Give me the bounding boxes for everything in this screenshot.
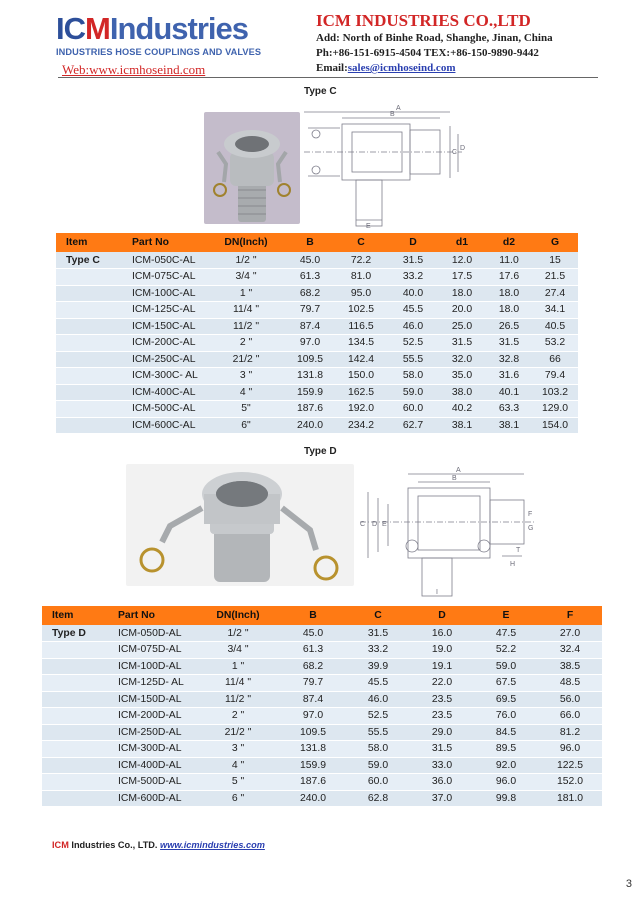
footer-text: Industries Co., LTD. [68, 840, 161, 850]
value-cell: 31.6 [486, 368, 532, 385]
value-cell: 11/4 " [206, 302, 286, 319]
item-cell [56, 417, 122, 434]
value-cell: 5" [206, 401, 286, 418]
value-cell: 72.2 [334, 252, 388, 269]
value-cell: 53.2 [532, 335, 578, 352]
value-cell: 18.0 [486, 285, 532, 302]
value-cell: 21/2 " [196, 724, 280, 741]
item-cell [42, 642, 108, 659]
value-cell: 131.8 [286, 368, 334, 385]
value-cell: 17.6 [486, 269, 532, 286]
value-cell: 40.0 [388, 285, 438, 302]
value-cell: 52.5 [388, 335, 438, 352]
value-cell: 1/2 " [206, 252, 286, 269]
value-cell: 187.6 [286, 401, 334, 418]
value-cell: 22.0 [410, 675, 474, 692]
type-d-header-cell: Item [42, 606, 108, 625]
value-cell: 33.0 [410, 757, 474, 774]
value-cell: 79.4 [532, 368, 578, 385]
item-cell [42, 757, 108, 774]
value-cell: 18.0 [486, 302, 532, 319]
value-cell: 154.0 [532, 417, 578, 434]
table-row [56, 401, 578, 418]
logo [56, 11, 306, 57]
type-c-header-cell: DN(Inch) [206, 233, 286, 252]
value-cell: 87.4 [280, 691, 346, 708]
value-cell: 67.5 [474, 675, 538, 692]
table-row [56, 318, 578, 335]
value-cell: 23.5 [410, 708, 474, 725]
type-d-header-cell: Part No [108, 606, 196, 625]
part-number-cell: ICM-075C-AL [122, 269, 206, 286]
part-number-cell: ICM-050C-AL [122, 252, 206, 269]
type-d-header-cell: F [538, 606, 602, 625]
value-cell: 39.9 [346, 658, 410, 675]
value-cell: 63.3 [486, 401, 532, 418]
value-cell: 16.0 [410, 625, 474, 642]
value-cell: 33.2 [388, 269, 438, 286]
value-cell: 79.7 [286, 302, 334, 319]
table-row [42, 625, 602, 642]
item-cell [56, 335, 122, 352]
drawing-d-label-h: H [510, 561, 516, 568]
drawing-d-label-f: F [528, 511, 533, 518]
value-cell: 59.0 [346, 757, 410, 774]
type-c-header-cell: C [334, 233, 388, 252]
value-cell: 3 " [206, 368, 286, 385]
part-number-cell: ICM-150D-AL [108, 691, 196, 708]
footer [52, 840, 265, 850]
type-c-header-cell: d2 [486, 233, 532, 252]
value-cell: 79.7 [280, 675, 346, 692]
value-cell: 76.0 [474, 708, 538, 725]
value-cell: 56.0 [538, 691, 602, 708]
type-c-header-row [56, 233, 578, 252]
value-cell: 15 [532, 252, 578, 269]
value-cell: 38.1 [438, 417, 486, 434]
part-number-cell: ICM-200D-AL [108, 708, 196, 725]
item-cell [56, 401, 122, 418]
type-c-spec-table [56, 233, 578, 434]
value-cell: 4 " [206, 384, 286, 401]
table-row [42, 642, 602, 659]
value-cell: 3/4 " [196, 642, 280, 659]
value-cell: 31.5 [486, 335, 532, 352]
value-cell: 134.5 [334, 335, 388, 352]
type-c-label: Type C [304, 86, 337, 97]
value-cell: 3 " [196, 741, 280, 758]
header-divider [58, 77, 598, 78]
value-cell: 33.2 [346, 642, 410, 659]
value-cell: 5 " [196, 774, 280, 791]
value-cell: 17.5 [438, 269, 486, 286]
value-cell: 58.0 [346, 741, 410, 758]
table-row [56, 252, 578, 269]
table-row [42, 790, 602, 807]
item-cell [56, 302, 122, 319]
value-cell: 62.8 [346, 790, 410, 807]
value-cell: 47.5 [474, 625, 538, 642]
value-cell: 102.5 [334, 302, 388, 319]
value-cell: 18.0 [438, 285, 486, 302]
value-cell: 68.2 [286, 285, 334, 302]
part-number-cell: ICM-500D-AL [108, 774, 196, 791]
value-cell: 1 " [196, 658, 280, 675]
item-cell [42, 691, 108, 708]
value-cell: 66 [532, 351, 578, 368]
value-cell: 68.2 [280, 658, 346, 675]
value-cell: 52.2 [474, 642, 538, 659]
item-cell [42, 708, 108, 725]
value-cell: 109.5 [280, 724, 346, 741]
value-cell: 55.5 [346, 724, 410, 741]
value-cell: 11/4 " [196, 675, 280, 692]
part-number-cell: ICM-300D-AL [108, 741, 196, 758]
value-cell: 31.5 [438, 335, 486, 352]
item-cell [42, 790, 108, 807]
item-cell: Type D [42, 625, 108, 642]
type-c-header-cell: B [286, 233, 334, 252]
footer-brand: ICM [52, 840, 69, 850]
part-number-cell: ICM-075D-AL [108, 642, 196, 659]
value-cell: 69.5 [474, 691, 538, 708]
type-c-header-cell: d1 [438, 233, 486, 252]
part-number-cell: ICM-200C-AL [122, 335, 206, 352]
footer-url-link[interactable]: www.icmindustries.com [160, 840, 265, 850]
value-cell: 150.0 [334, 368, 388, 385]
value-cell: 37.0 [410, 790, 474, 807]
value-cell: 81.2 [538, 724, 602, 741]
value-cell: 103.2 [532, 384, 578, 401]
drawing-d-label-i: I [436, 589, 438, 596]
value-cell: 20.0 [438, 302, 486, 319]
drawing-d-label-g: G [528, 525, 534, 532]
value-cell: 29.0 [410, 724, 474, 741]
value-cell: 66.0 [538, 708, 602, 725]
value-cell: 187.6 [280, 774, 346, 791]
value-cell: 21/2 " [206, 351, 286, 368]
part-number-cell: ICM-600C-AL [122, 417, 206, 434]
value-cell: 162.5 [334, 384, 388, 401]
value-cell: 45.0 [286, 252, 334, 269]
value-cell: 45.0 [280, 625, 346, 642]
value-cell: 21.5 [532, 269, 578, 286]
value-cell: 59.0 [474, 658, 538, 675]
value-cell: 87.4 [286, 318, 334, 335]
item-cell [42, 774, 108, 791]
value-cell: 181.0 [538, 790, 602, 807]
item-cell [42, 658, 108, 675]
drawing-d-label-c: C [360, 521, 366, 528]
value-cell: 25.0 [438, 318, 486, 335]
part-number-cell: ICM-050D-AL [108, 625, 196, 642]
value-cell: 60.0 [388, 401, 438, 418]
value-cell: 32.8 [486, 351, 532, 368]
value-cell: 1 " [206, 285, 286, 302]
value-cell: 40.2 [438, 401, 486, 418]
table-row [42, 724, 602, 741]
value-cell: 109.5 [286, 351, 334, 368]
company-name: ICM INDUSTRIES CO.,LTD [316, 11, 531, 30]
drawing-d-label-a: A [456, 467, 461, 474]
type-d-label: Type D [304, 446, 337, 457]
value-cell: 27.4 [532, 285, 578, 302]
type-c-header-cell: Item [56, 233, 122, 252]
value-cell: 159.9 [286, 384, 334, 401]
value-cell: 23.5 [410, 691, 474, 708]
value-cell: 84.5 [474, 724, 538, 741]
value-cell: 92.0 [474, 757, 538, 774]
value-cell: 62.7 [388, 417, 438, 434]
company-phone: Ph:+86-151-6915-4504 TEX:+86-150-9890-9442 [316, 47, 539, 59]
value-cell: 2 " [196, 708, 280, 725]
table-row [56, 368, 578, 385]
company-email: Email:sales@icmhoseind.com [316, 62, 456, 74]
type-d-header-cell: D [410, 606, 474, 625]
value-cell: 95.0 [334, 285, 388, 302]
value-cell: 55.5 [388, 351, 438, 368]
drawing-c-label-d: D [460, 145, 466, 152]
item-cell [42, 741, 108, 758]
item-cell [42, 724, 108, 741]
type-d-header-cell: DN(Inch) [196, 606, 280, 625]
value-cell: 3/4 " [206, 269, 286, 286]
value-cell: 81.0 [334, 269, 388, 286]
part-number-cell: ICM-250C-AL [122, 351, 206, 368]
value-cell: 4 " [196, 757, 280, 774]
company-address: Add: North of Binhe Road, Shanghe, Jinan, China [316, 32, 553, 44]
item-cell [42, 675, 108, 692]
value-cell: 11.0 [486, 252, 532, 269]
part-number-cell: ICM-600D-AL [108, 790, 196, 807]
value-cell: 240.0 [280, 790, 346, 807]
value-cell: 6" [206, 417, 286, 434]
value-cell: 97.0 [286, 335, 334, 352]
type-c-coupling-photo [204, 112, 300, 224]
value-cell: 1/2 " [196, 625, 280, 642]
value-cell: 45.5 [388, 302, 438, 319]
value-cell: 152.0 [538, 774, 602, 791]
value-cell: 131.8 [280, 741, 346, 758]
type-d-technical-drawing [352, 466, 540, 600]
value-cell: 99.8 [474, 790, 538, 807]
value-cell: 31.5 [410, 741, 474, 758]
value-cell: 6 " [196, 790, 280, 807]
value-cell: 2 " [206, 335, 286, 352]
drawing-d-label-b: B [452, 475, 457, 482]
drawing-c-label-b: B [390, 111, 395, 118]
table-row [56, 285, 578, 302]
value-cell: 34.1 [532, 302, 578, 319]
logo-wordmark: ICMIndustries [56, 11, 248, 46]
item-cell [56, 384, 122, 401]
item-cell [56, 269, 122, 286]
item-cell [56, 285, 122, 302]
table-row [42, 774, 602, 791]
value-cell: 46.0 [388, 318, 438, 335]
value-cell: 52.5 [346, 708, 410, 725]
value-cell: 61.3 [280, 642, 346, 659]
value-cell: 159.9 [280, 757, 346, 774]
drawing-c-label-c: C [452, 149, 458, 156]
value-cell: 31.5 [388, 252, 438, 269]
value-cell: 96.0 [538, 741, 602, 758]
drawing-c-label-e: E [366, 223, 371, 230]
table-row [42, 741, 602, 758]
part-number-cell: ICM-100D-AL [108, 658, 196, 675]
item-cell [56, 318, 122, 335]
drawing-d-label-e: E [382, 521, 387, 528]
value-cell: 19.0 [410, 642, 474, 659]
value-cell: 11/2 " [206, 318, 286, 335]
value-cell: 35.0 [438, 368, 486, 385]
table-row [56, 417, 578, 434]
value-cell: 59.0 [388, 384, 438, 401]
type-c-header-cell: D [388, 233, 438, 252]
item-cell [56, 368, 122, 385]
value-cell: 48.5 [538, 675, 602, 692]
value-cell: 122.5 [538, 757, 602, 774]
value-cell: 96.0 [474, 774, 538, 791]
part-number-cell: ICM-125C-AL [122, 302, 206, 319]
table-row [42, 691, 602, 708]
value-cell: 116.5 [334, 318, 388, 335]
part-number-cell: ICM-150C-AL [122, 318, 206, 335]
item-cell [56, 351, 122, 368]
table-row [42, 757, 602, 774]
value-cell: 12.0 [438, 252, 486, 269]
value-cell: 40.1 [486, 384, 532, 401]
value-cell: 58.0 [388, 368, 438, 385]
value-cell: 129.0 [532, 401, 578, 418]
drawing-c-label-a: A [396, 105, 401, 112]
part-number-cell: ICM-100C-AL [122, 285, 206, 302]
company-contact [316, 11, 626, 76]
part-number-cell: ICM-250D-AL [108, 724, 196, 741]
table-row [42, 708, 602, 725]
part-number-cell: ICM-300C- AL [122, 368, 206, 385]
drawing-d-label-d: D [372, 521, 378, 528]
value-cell: 36.0 [410, 774, 474, 791]
value-cell: 32.0 [438, 351, 486, 368]
value-cell: 97.0 [280, 708, 346, 725]
table-row [56, 302, 578, 319]
page-number: 3 [625, 878, 632, 890]
type-c-header-cell: G [532, 233, 578, 252]
value-cell: 38.5 [538, 658, 602, 675]
value-cell: 38.0 [438, 384, 486, 401]
type-c-header-cell: Part No [122, 233, 206, 252]
type-d-header-row [42, 606, 602, 625]
table-row [56, 351, 578, 368]
value-cell: 11/2 " [196, 691, 280, 708]
value-cell: 240.0 [286, 417, 334, 434]
item-cell: Type C [56, 252, 122, 269]
part-number-cell: ICM-400C-AL [122, 384, 206, 401]
website-link[interactable]: Web:www.icmhoseind.com [62, 62, 206, 77]
value-cell: 234.2 [334, 417, 388, 434]
email-link[interactable]: sales@icmhoseind.com [347, 62, 456, 74]
type-d-header-cell: E [474, 606, 538, 625]
type-d-spec-table [42, 606, 602, 807]
table-row [56, 335, 578, 352]
type-d-coupling-photo [126, 464, 354, 586]
part-number-cell: ICM-125D- AL [108, 675, 196, 692]
value-cell: 40.5 [532, 318, 578, 335]
value-cell: 89.5 [474, 741, 538, 758]
value-cell: 60.0 [346, 774, 410, 791]
value-cell: 27.0 [538, 625, 602, 642]
value-cell: 32.4 [538, 642, 602, 659]
table-row [42, 675, 602, 692]
drawing-d-label-t: T [516, 547, 521, 554]
value-cell: 19.1 [410, 658, 474, 675]
value-cell: 26.5 [486, 318, 532, 335]
value-cell: 45.5 [346, 675, 410, 692]
logo-tagline: INDUSTRIES HOSE COUPLINGS AND VALVES [56, 47, 262, 57]
value-cell: 192.0 [334, 401, 388, 418]
type-d-header-cell: B [280, 606, 346, 625]
part-number-cell: ICM-400D-AL [108, 757, 196, 774]
type-d-header-cell: C [346, 606, 410, 625]
table-row [56, 269, 578, 286]
part-number-cell: ICM-500C-AL [122, 401, 206, 418]
value-cell: 61.3 [286, 269, 334, 286]
type-c-technical-drawing [300, 104, 466, 230]
value-cell: 31.5 [346, 625, 410, 642]
table-row [56, 384, 578, 401]
value-cell: 38.1 [486, 417, 532, 434]
value-cell: 46.0 [346, 691, 410, 708]
table-row [42, 658, 602, 675]
value-cell: 142.4 [334, 351, 388, 368]
